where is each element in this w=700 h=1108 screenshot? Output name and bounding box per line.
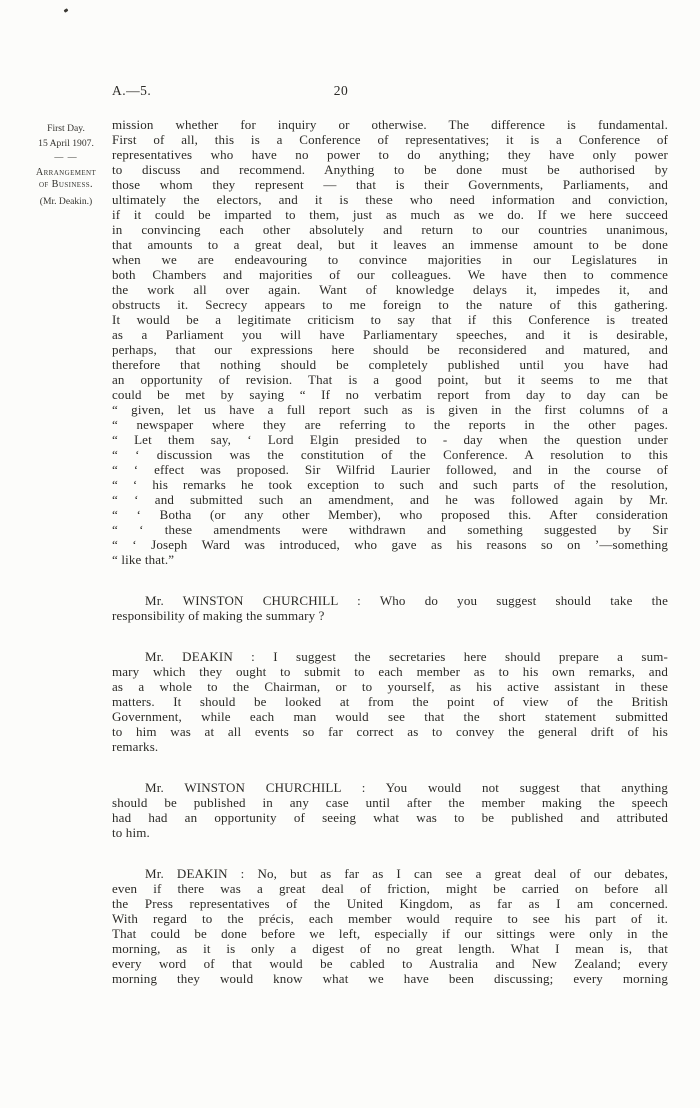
margin-speaker: (Mr. Deakin.) [39,196,93,207]
text-line: “ ‘ Joseph Ward was introduced, who gave as his reasons so on ’—something [112,537,668,552]
text-line: as a whole to the Chairman, or to yourself, as his active assistant in these [112,679,668,694]
text-line: to discuss and recommend. Anything to be done must be authorised by [112,162,668,177]
scan-ink-speck [64,8,69,13]
text-line: as a Parliament you will have Parliamentary speeches, and it is desirable, [112,327,668,342]
text-line: the work all over again. Want of knowledge delays it, impedes it, and [112,282,668,297]
text-line: That could be done before we left, especially if our sittings were only in the [112,926,668,941]
paragraph-deakin-closing [112,866,668,986]
running-header [0,83,700,101]
text-line: Mr. DEAKIN : I suggest the secretaries here should prepare a sum- [145,649,668,664]
text-line: even if there was a great deal of friction, might be carried on before all [112,881,668,896]
text-line: “ ‘ effect was proposed. Sir Wilfrid Laurier followed, and in the course of [112,462,668,477]
text-line: With regard to the précis, each member would require to see his part of it. [112,911,668,926]
margin-date: 15 April 1907. [38,138,94,149]
text-line: “ Let them say, ‘ Lord Elgin presided to - day when the question under [112,432,668,447]
text-line: Mr. DEAKIN : No, but as far as I can see a great deal of our debates, [145,866,668,881]
text-line: “ ‘ these amendments were withdrawn and something suggested by Sir [112,522,668,537]
text-line: Mr. WINSTON CHURCHILL : You would not suggest that anything [145,780,668,795]
text-line: those whom they represent — that is their Governments, Parliaments, and [112,177,668,192]
text-line: morning, as it is only a digest of no great length. What I mean is, that [112,941,668,956]
text-line: had had an opportunity of seeing what was to be published and attributed [112,810,668,825]
text-line: ultimately the electors, and it is these who need information and conviction, [112,192,668,207]
page-number: 20 [333,83,349,98]
text-line: “ given, let us have a full report such as is given in the first columns of a [112,402,668,417]
text-line: mission whether for inquiry or otherwise. The difference is fundamental. [112,117,668,132]
text-line: remarks. [112,739,159,754]
document-reference: A.—5. [112,83,152,98]
text-line: “ newspaper where they are referring to the reports in the other pages. [112,417,668,432]
text-line: Government, while each man would see that the short statement submitted [112,709,668,724]
margin-topic-line2: of Business. [38,178,94,190]
text-line: if it could be imparted to them, just as much as we do. If we here succeed [112,207,668,222]
text-line: representatives who have no power to do anything; they have only power [112,147,668,162]
text-line: in convincing each other absolutely and return to our countries unanimous, [112,222,668,237]
text-line: Mr. WINSTON CHURCHILL : Who do you suggest should take the [145,593,668,608]
text-line: when we are endeavouring to convince majorities in our Legislatures in [112,252,668,267]
margin-session-label: First Day. [47,123,85,134]
text-line: First of all, this is a Conference of representatives; it is a Conference of [112,132,668,147]
text-line: morning they would know what we have been discussing; every morning [112,971,668,986]
text-line: obstructs it. Secrecy appears to me foreign to the nature of this gathering. [112,297,668,312]
text-line: therefore that nothing should be completely published until you have had [112,357,668,372]
text-line: should be published in any case until after the member making the speech [112,795,668,810]
text-line: matters. It should be looked at from the point of view of the British [112,694,668,709]
text-line: both Chambers and majorities of our colleagues. We have then to commence [112,267,668,282]
text-line: perhaps, that our expressions here should be reconsidered and matured, and [112,342,668,357]
margin-separator-rule: — — [54,152,78,162]
margin-topic [24,167,108,190]
margin-note [24,121,108,209]
text-line: “ ‘ his remarks he took exception to such and such parts of the resolution, [112,477,668,492]
body-text-block [112,117,668,986]
text-line: that amounts to a great deal, but it leaves an immense amount to be done [112,237,668,252]
text-line: “ like that.” [112,552,175,567]
paragraph-churchill-question [112,593,668,623]
text-line: responsibility of making the summary ? [112,608,325,623]
text-line: every word of that would be cabled to Australia and New Zealand; every [112,956,668,971]
text-line: to him was at all events so far correct as to convey the general drift of his [112,724,668,739]
text-line: “ ‘ and submitted such an amendment, and he was followed again by Mr. [112,492,668,507]
text-line: It would be a legitimate criticism to say that if this Conference is treated [112,312,668,327]
text-line: could be met by saying “ If no verbatim report from day to day can be [112,387,668,402]
text-line: mary which they ought to submit to each member as to his own remarks, and [112,664,668,679]
text-line: “ ‘ Botha (or any other Member), who proposed this. After consideration [112,507,668,522]
paragraph-deakin-continuation [112,117,668,567]
margin-topic-line1: Arrangement [35,167,97,178]
text-line: an opportunity of revision. That is a good point, but it seems to me that [112,372,668,387]
paragraph-deakin-reply [112,649,668,754]
text-line: the Press representatives of the United Kingdom, as far as I am concerned. [112,896,668,911]
text-line: “ ‘ discussion was the constitution of the Conference. A resolution to this [112,447,668,462]
paragraph-churchill-followup [112,780,668,840]
text-line: to him. [112,825,150,840]
